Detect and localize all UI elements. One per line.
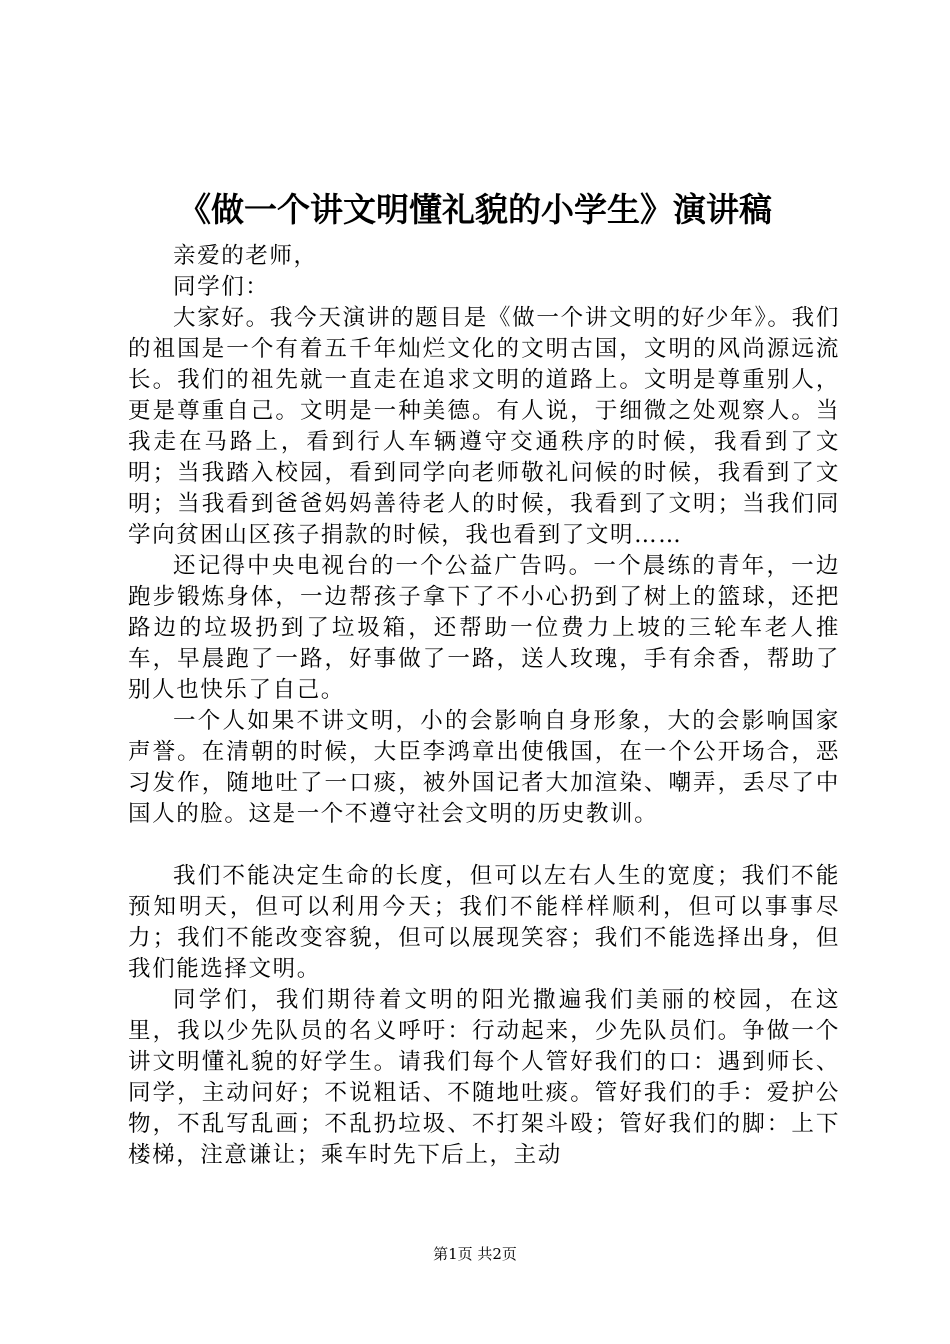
- salutation-line-2: 同学们：: [173, 274, 270, 300]
- paragraph-spacer: [128, 830, 840, 861]
- document-title: 《做一个讲文明懂礼貌的小学生》演讲稿: [178, 190, 772, 229]
- paragraph-choices: 我们不能决定生命的长度，但可以左右人生的宽度；我们不能预知明天，但可以利用今天；我们不能样样顺利，但可以事事尽力；我们不能改变容貌，但可以展现笑容；我们不能选择出身，但我们能选择文明。: [128, 863, 840, 982]
- paragraph-call-to-action: 同学们，我们期待着文明的阳光撒遍我们美丽的校园，在这里，我以少先队员的名义呼吁：行动起来，少先队员们。争做一个讲文明懂礼貌的好学生。请我们每个人管好我们的口：遇到师长、同学，主动问好；不说粗话、不随地吐痰。管好我们的手：爱护公物，不乱写乱画；不乱扔垃圾、不打架斗殴；管好我们的脚：上下楼梯，注意谦让；乘车时先下后上，主动: [128, 987, 840, 1168]
- salutation-line-1: 亲爱的老师，: [173, 243, 318, 269]
- paragraph-history-lesson: 一个人如果不讲文明，小的会影响自身形象，大的会影响国家声誉。在清朝的时候，大臣李鸿章出使俄国，在一个公开场合，恶习发作，随地吐了一口痰，被外国记者大加渲染、嘲弄，丢尽了中国人的脸。这是一个不遵守社会文明的历史教训。: [128, 708, 840, 827]
- paragraph-ad-story: 还记得中央电视台的一个公益广告吗。一个晨练的青年，一边跑步锻炼身体，一边帮孩子拿下了不小心扔到了树上的篮球，还把路边的垃圾扔到了垃圾箱，还帮助一位费力上坡的三轮车老人推车，早晨跑了一路，好事做了一路，送人玫瑰，手有余香，帮助了别人也快乐了自己。: [128, 553, 840, 703]
- paragraph-intro: 大家好。我今天演讲的题目是《做一个讲文明的好少年》。我们的祖国是一个有着五千年灿烂文化的文明古国，文明的风尚源远流长。我们的祖先就一直走在追求文明的道路上。文明是尊重别人，更是尊重自己。文明是一种美德。有人说，于细微之处观察人。当我走在马路上，看到行人车辆遵守交通秩序的时候，我看到了文明；当我踏入校园，看到同学向老师敬礼问候的时候，我看到了文明；当我看到爸爸妈妈善待老人的时候，我看到了文明；当我们同学向贫困山区孩子捐款的时候，我也看到了文明……: [128, 305, 840, 548]
- document-body: [128, 241, 840, 1171]
- page-number-footer: 第1页 共2页: [433, 1245, 517, 1263]
